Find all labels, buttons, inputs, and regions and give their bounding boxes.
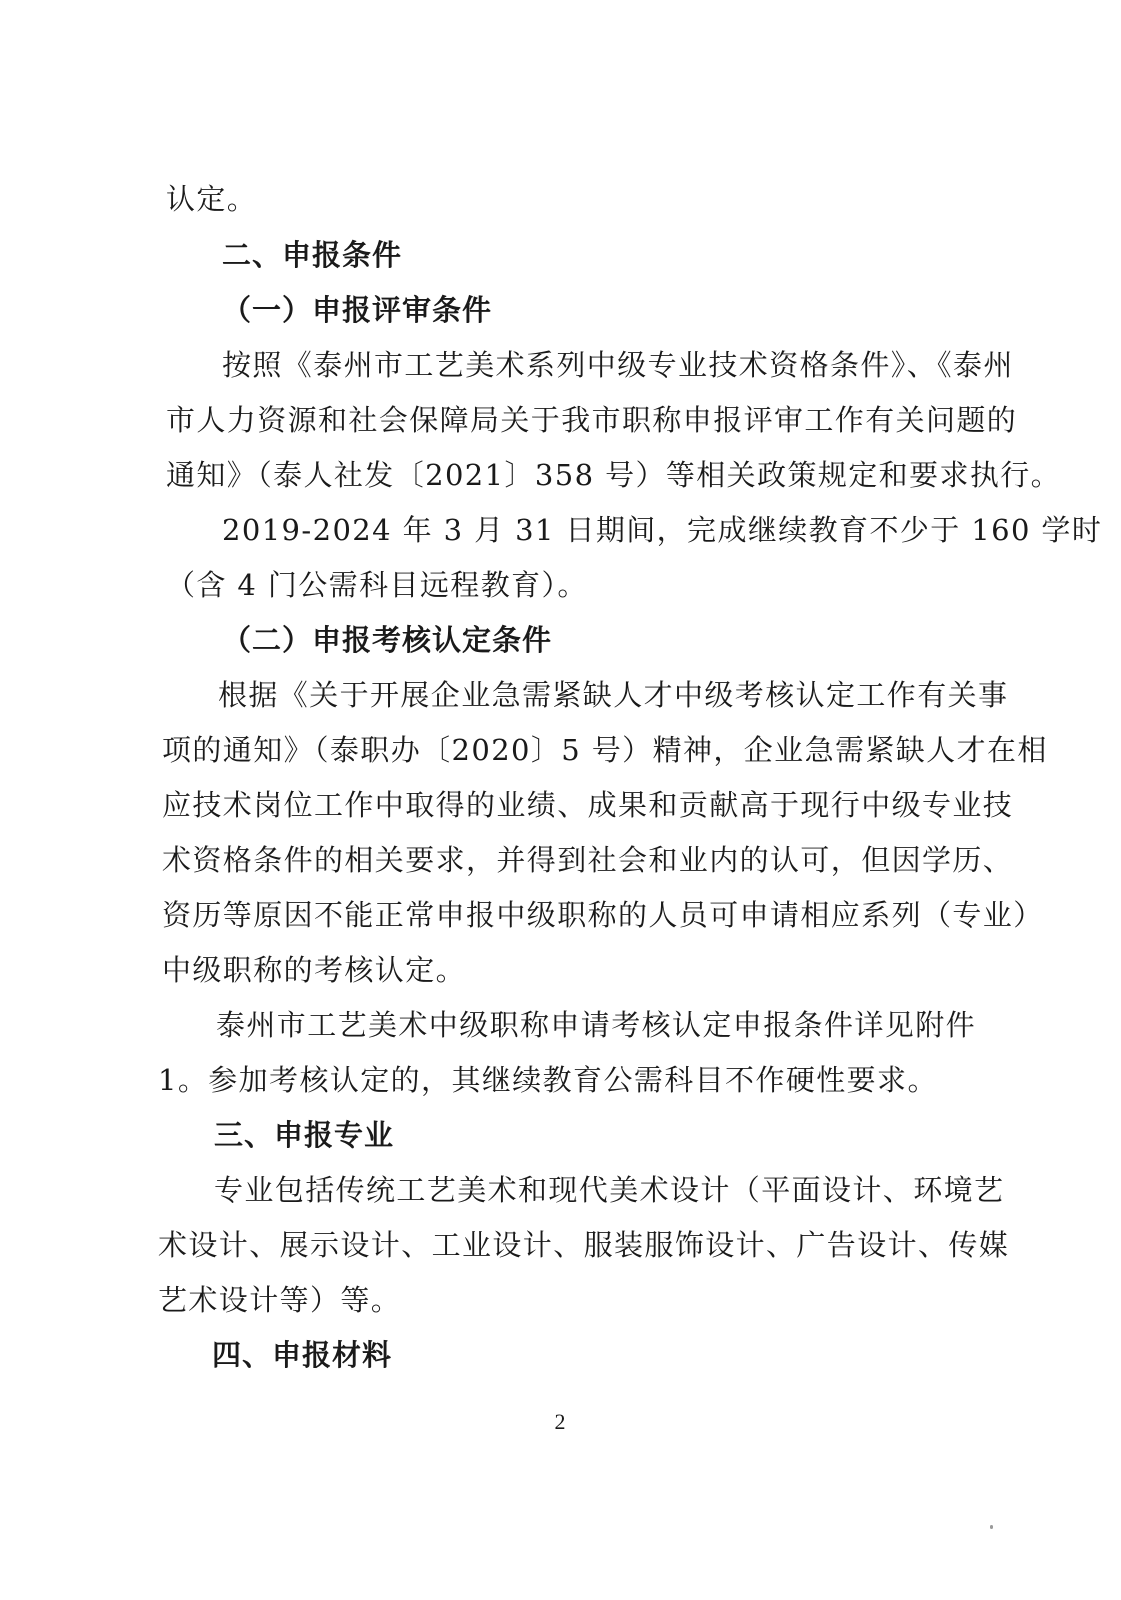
- paragraph-line: （含 4 门公需科目远程教育）。: [166, 568, 588, 602]
- page-number: 2: [554, 1409, 566, 1434]
- paragraph-line: 项的通知》（泰职办〔2020〕5 号）精神，企业急需紧缺人才在相: [162, 733, 1048, 767]
- paragraph-line: 按照《泰州市工艺美术系列中级专业技术资格条件》、《泰州: [222, 348, 1014, 382]
- paragraph-line: 术设计、展示设计、工业设计、服装服饰设计、广告设计、传媒: [158, 1228, 1010, 1262]
- subsection-heading-2-1: （一）申报评审条件: [222, 293, 493, 327]
- subsection-heading-2-2: （二）申报考核认定条件: [222, 623, 553, 657]
- section-heading-4: 四、申报材料: [212, 1338, 393, 1372]
- paragraph-line: 2019-2024 年 3 月 31 日期间，完成继续教育不少于 160 学时: [222, 513, 1103, 547]
- paragraph-line: 市人力资源和社会保障局关于我市职称申报评审工作有关问题的: [166, 403, 1018, 437]
- paragraph-line: 资历等原因不能正常申报中级职称的人员可申请相应系列（专业）: [162, 898, 1044, 932]
- scan-speck: [990, 1525, 993, 1529]
- paragraph-line: 中级职称的考核认定。: [162, 953, 467, 987]
- paragraph-line: 通知》（泰人社发〔2021〕358 号）等相关政策规定和要求执行。: [166, 458, 1062, 492]
- paragraph-continuation: 认定。: [166, 182, 258, 216]
- paragraph-line: 1。参加考核认定的，其继续教育公需科目不作硬性要求。: [158, 1063, 938, 1097]
- paragraph-line: 术资格条件的相关要求，并得到社会和业内的认可，但因学历、: [162, 843, 1014, 877]
- paragraph-line: 应技术岗位工作中取得的业绩、成果和贡献高于现行中级专业技: [162, 788, 1014, 822]
- section-heading-3: 三、申报专业: [214, 1118, 395, 1152]
- paragraph-line: 艺术设计等）等。: [158, 1283, 402, 1317]
- paragraph-line: 专业包括传统工艺美术和现代美术设计（平面设计、环境艺: [214, 1173, 1005, 1207]
- section-heading-2: 二、申报条件: [222, 238, 403, 272]
- paragraph-line: 根据《关于开展企业急需紧缺人才中级考核认定工作有关事: [218, 678, 1009, 712]
- paragraph-line: 泰州市工艺美术中级职称申请考核认定申报条件详见附件: [216, 1008, 977, 1042]
